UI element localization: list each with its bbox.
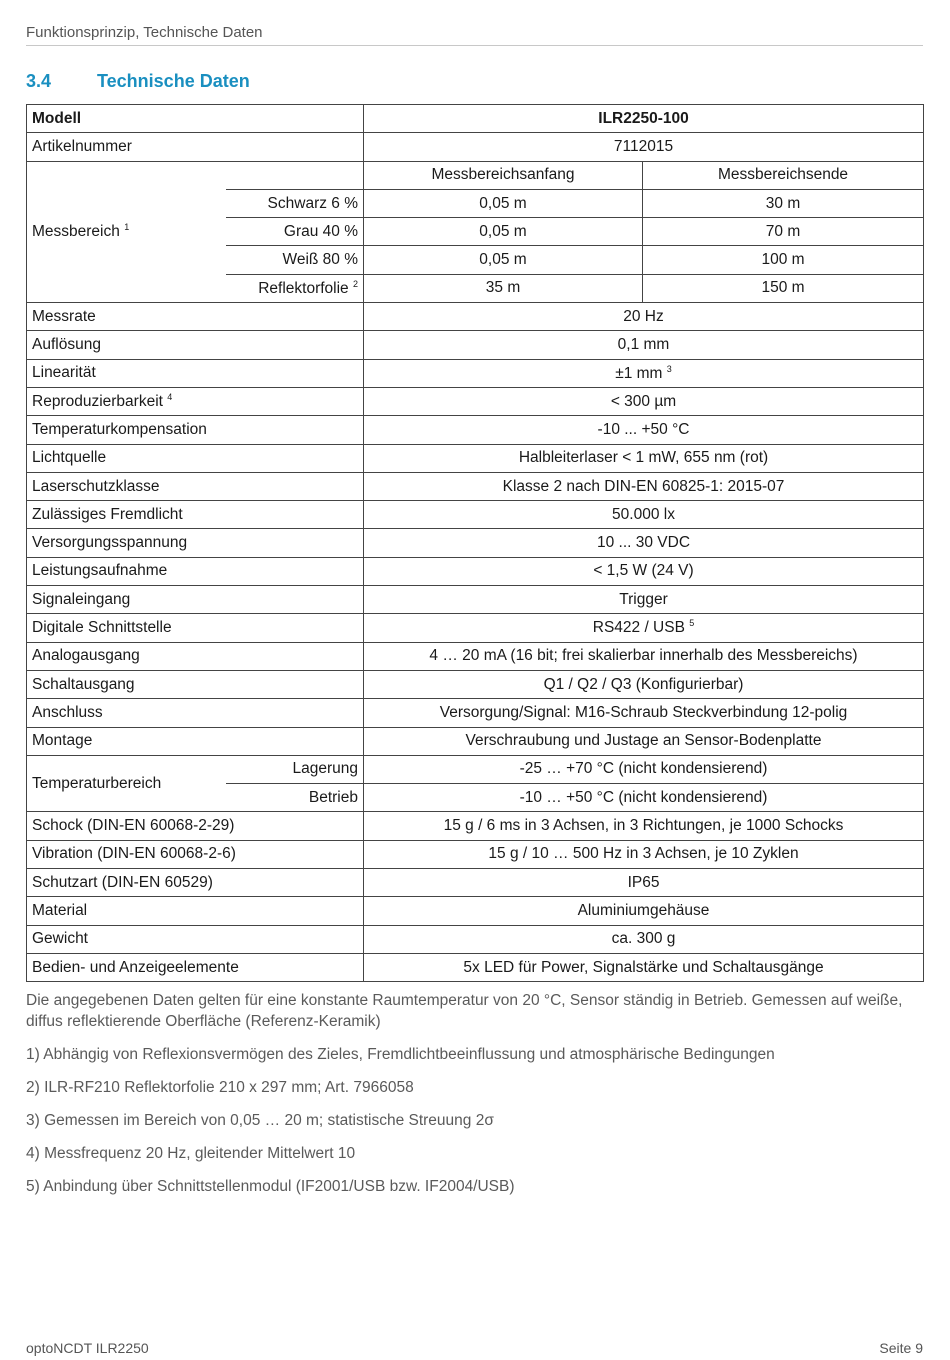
footnote-list: [26, 1044, 926, 1197]
header-title: Funktionsprinzip, Technische Daten: [26, 24, 263, 41]
footer-product: optoNCDT ILR2250: [26, 1340, 149, 1356]
row-label: [27, 614, 364, 642]
range-start-header: Messbereichsanfang: [364, 161, 643, 189]
table-row: [27, 387, 924, 415]
range-end-value: 30 m: [643, 189, 924, 217]
row-value: [364, 359, 924, 387]
row-value-text: ca. 300 g: [611, 930, 676, 948]
temperature-sub-label: Lagerung: [226, 755, 364, 783]
range-end-header: Messbereichsende: [643, 161, 924, 189]
range-start-value: 35 m: [364, 274, 643, 302]
row-value-text: Aluminiumgehäuse: [577, 901, 710, 919]
row-value: [364, 812, 924, 840]
row-value-text: IP65: [627, 873, 660, 891]
row-label: [27, 529, 364, 557]
row-label: [27, 303, 364, 331]
row-label-text: Linearität: [32, 364, 96, 382]
row-value: [364, 953, 924, 981]
notes: [26, 990, 926, 1209]
table-row: [27, 727, 924, 755]
range-row-label-text: Schwarz 6 %: [267, 194, 358, 212]
row-label-text: Montage: [32, 732, 93, 750]
row-value-text: 50.000 lx: [612, 505, 675, 523]
row-value: [364, 586, 924, 614]
range-start-value: 0,05 m: [364, 218, 643, 246]
row-label-text: Messrate: [32, 307, 96, 325]
row-value-text: RS422 / USB: [592, 619, 685, 637]
table-row: [27, 359, 924, 387]
row-value-text: 10 ... 30 VDC: [596, 534, 691, 552]
range-row-label: [226, 218, 364, 246]
article-value: 7112015: [364, 133, 924, 161]
row-value-text: Trigger: [619, 590, 668, 608]
row-label-text: Bedien- und Anzeigeelemente: [32, 958, 239, 976]
temperature-value: -25 … +70 °C (nicht kondensierend): [364, 755, 924, 783]
row-value-text: 15 g / 10 … 500 Hz in 3 Achsen, je 10 Zyklen: [488, 845, 799, 863]
footnote: 5) Anbindung über Schnittstellenmodul (IF2001/USB bzw. IF2004/USB): [26, 1178, 515, 1195]
range-start-value: 0,05 m: [364, 246, 643, 274]
row-value-text: Klasse 2 nach DIN-EN 60825-1: 2015-07: [502, 477, 785, 495]
row-value: [364, 897, 924, 925]
row-value: [364, 529, 924, 557]
table-row-range-header: [27, 161, 924, 189]
table-row: [27, 925, 924, 953]
footer-page: Seite 9: [879, 1340, 923, 1356]
table-row: [27, 869, 924, 897]
row-label: [27, 359, 364, 387]
footnote: 1) Abhängig von Reflexionsvermögen des Zieles, Fremdlichtbeeinflussung und atmosphärische Bedingungen: [26, 1046, 775, 1063]
model-label: Modell: [27, 105, 364, 133]
range-end-value: 100 m: [643, 246, 924, 274]
page-header: [26, 24, 923, 46]
page-footer: [26, 1340, 923, 1356]
footnote: 2) ILR-RF210 Reflektorfolie 210 x 297 mm; Art. 7966058: [26, 1079, 414, 1096]
range-row-label-text: Weiß 80 %: [282, 251, 358, 269]
table-row: [27, 303, 924, 331]
row-label-text: Temperaturkompensation: [32, 420, 207, 438]
footnote: 4) Messfrequenz 20 Hz, gleitender Mittelwert 10: [26, 1145, 356, 1162]
range-start-value: 0,05 m: [364, 189, 643, 217]
row-label: [27, 925, 364, 953]
table-row: [27, 501, 924, 529]
range-label-sup: 1: [124, 222, 130, 233]
row-label: [27, 727, 364, 755]
range-end-value: 150 m: [643, 274, 924, 302]
row-label: [27, 557, 364, 585]
row-label: [27, 387, 364, 415]
row-value-text: ±1 mm: [615, 364, 663, 382]
row-value: [364, 670, 924, 698]
range-label-cell: [27, 161, 226, 302]
row-value-text: < 1,5 W (24 V): [593, 562, 694, 580]
table-row: [27, 840, 924, 868]
row-value: [364, 727, 924, 755]
row-label: [27, 642, 364, 670]
row-label-sup: 4: [167, 392, 173, 403]
row-label: [27, 953, 364, 981]
section-heading: [26, 71, 250, 92]
notes-intro: Die angegebenen Daten gelten für eine konstante Raumtemperatur von 20 °C, Sensor ständig in Betrieb. Gemessen auf weiße, diffus reflektierende Oberfläche (Referenz-Keramik): [26, 992, 903, 1030]
range-label: Messbereich: [32, 223, 120, 241]
row-label: [27, 869, 364, 897]
range-row-label-text: Reflektorfolie: [258, 279, 349, 297]
table-row: [27, 642, 924, 670]
row-value-text: 20 Hz: [623, 307, 664, 325]
row-value-text: Verschraubung und Justage an Sensor-Bodenplatte: [465, 732, 822, 750]
row-value-text: < 300 µm: [610, 392, 677, 410]
row-label: [27, 840, 364, 868]
range-header-empty: [226, 161, 364, 189]
temperature-sub-label: Betrieb: [226, 784, 364, 812]
row-value-sup: 3: [666, 363, 672, 374]
row-label-text: Leistungsaufnahme: [32, 562, 168, 580]
temperature-label: Temperaturbereich: [27, 755, 226, 812]
table-row: [27, 529, 924, 557]
row-label: [27, 416, 364, 444]
row-value: [364, 557, 924, 585]
row-label-text: Schock (DIN-EN 60068-2-29): [32, 817, 235, 835]
table-row: [27, 953, 924, 981]
range-row-label: [226, 246, 364, 274]
row-value: [364, 501, 924, 529]
table-row: [27, 586, 924, 614]
range-row-label: [226, 274, 364, 302]
section-title: Technische Daten: [97, 71, 250, 91]
range-row-label-sup: 2: [352, 278, 358, 289]
range-row-label: [226, 189, 364, 217]
row-label-text: Lichtquelle: [32, 449, 107, 467]
row-value: [364, 387, 924, 415]
table-row: [27, 614, 924, 642]
table-row: [27, 812, 924, 840]
row-value: [364, 699, 924, 727]
row-value-text: -10 ... +50 °C: [597, 420, 690, 438]
row-value-text: Halbleiterlaser < 1 mW, 655 nm (rot): [518, 449, 769, 467]
row-label: [27, 812, 364, 840]
table-row: [27, 416, 924, 444]
row-label-text: Vibration (DIN-EN 60068-2-6): [32, 845, 236, 863]
row-value: [364, 869, 924, 897]
row-value: [364, 416, 924, 444]
row-label-text: Zulässiges Fremdlicht: [32, 505, 183, 523]
table-row: [27, 557, 924, 585]
row-value: [364, 303, 924, 331]
table-row: [27, 897, 924, 925]
section-number: 3.4: [26, 71, 52, 91]
row-value: [364, 614, 924, 642]
row-label: [27, 331, 364, 359]
table-row: [27, 699, 924, 727]
row-label: [27, 472, 364, 500]
table-row: [27, 331, 924, 359]
row-label-text: Reproduzierbarkeit: [32, 393, 163, 411]
row-value-sup: 5: [689, 618, 695, 629]
row-label: [27, 444, 364, 472]
row-value: [364, 472, 924, 500]
row-value: [364, 444, 924, 472]
row-label-text: Digitale Schnittstelle: [32, 618, 172, 636]
footnote: 3) Gemessen im Bereich von 0,05 … 20 m; statistische Streuung 2σ: [26, 1112, 494, 1129]
table-row-model: [27, 105, 924, 133]
table-row: [27, 670, 924, 698]
row-label-text: Schaltausgang: [32, 675, 135, 693]
temperature-value: -10 … +50 °C (nicht kondensierend): [364, 784, 924, 812]
row-value: [364, 840, 924, 868]
row-value-text: 0,1 mm: [617, 336, 670, 354]
range-end-value: 70 m: [643, 218, 924, 246]
table-row: [27, 444, 924, 472]
row-value-text: Versorgung/Signal: M16-Schraub Steckverbindung 12-polig: [439, 703, 848, 721]
row-label-text: Versorgungsspannung: [32, 534, 188, 552]
row-label-text: Laserschutzklasse: [32, 477, 160, 495]
row-label-text: Auflösung: [32, 336, 101, 354]
row-label: [27, 586, 364, 614]
row-value-text: 15 g / 6 ms in 3 Achsen, in 3 Richtungen, je 1000 Schocks: [443, 817, 844, 835]
row-label-text: Analogausgang: [32, 647, 140, 665]
row-value: [364, 331, 924, 359]
row-label: [27, 897, 364, 925]
row-value-text: 4 … 20 mA (16 bit; frei skalierbar innerhalb des Messbereichs): [429, 647, 858, 665]
row-label-text: Material: [32, 901, 88, 919]
table-row: [27, 472, 924, 500]
row-label: [27, 670, 364, 698]
model-value: ILR2250-100: [364, 105, 924, 133]
table-row-article: [27, 133, 924, 161]
row-value-text: Q1 / Q2 / Q3 (Konfigurierbar): [543, 675, 744, 693]
row-label: [27, 699, 364, 727]
row-label-text: Schutzart (DIN-EN 60529): [32, 873, 213, 891]
spec-table: [26, 104, 924, 982]
range-row-label-text: Grau 40 %: [283, 222, 358, 240]
row-value-text: 5x LED für Power, Signalstärke und Schaltausgänge: [463, 958, 824, 976]
row-label-text: Anschluss: [32, 703, 103, 721]
row-value: [364, 925, 924, 953]
row-value: [364, 642, 924, 670]
article-label: Artikelnummer: [27, 133, 364, 161]
row-label: [27, 501, 364, 529]
row-label-text: Signaleingang: [32, 590, 131, 608]
row-label-text: Gewicht: [32, 930, 88, 948]
table-row-temperature: [27, 755, 924, 783]
